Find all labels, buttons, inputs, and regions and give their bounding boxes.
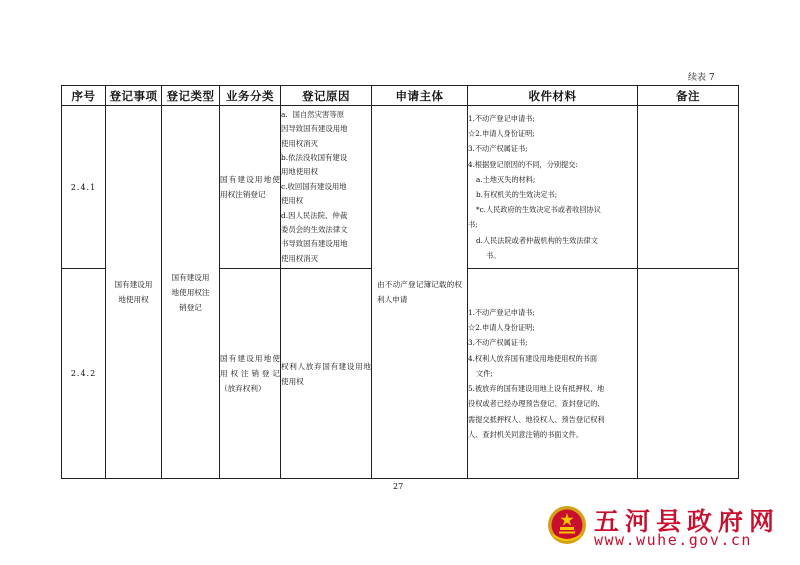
item-cell: 国有建设用地使用权 [106,106,162,479]
material-line: 人、查封机关同意注销的书面文件。 [468,429,584,439]
remarks-cell [638,269,739,479]
category-cell: 国有建设用地使用权注销登记（放弃权利） [220,269,281,479]
seq-cell: 2.4.2 [62,269,106,479]
national-emblem-icon [547,505,587,545]
material-line: 4.根据登记原因的不同，分别提交: [468,159,578,169]
material-line: *c.人民政府的生效决定书或者收回协议 [476,205,601,215]
material-line: 5.被放弃的国有建设用地上设有抵押权、地 [468,384,605,394]
cause-line: 使用权消灭 [281,138,318,148]
material-line: ☆2.申请人身份证明; [468,323,535,333]
header-type: 登记类型 [162,86,220,106]
cause-cell [281,106,372,269]
header-item: 登记事项 [106,86,162,106]
material-line: 3.不动产权属证书; [468,144,528,154]
remarks-cell [638,106,739,269]
category-cell: 国有建设用地使用权注销登记 [220,106,281,269]
material-line: a.土地灭失的材料; [476,174,536,184]
table-row [62,106,739,269]
cause-line: d.因人民法院、仲裁 [281,210,348,220]
site-name: 五河县政府网 [594,507,781,536]
material-line: 1.不动产登记申请书; [468,308,535,318]
material-line: d.人民法院或者仲裁机构的生效法律文 [476,235,598,245]
header-materials: 收件材料 [468,86,638,106]
material-line: 3.不动产权属证书; [468,338,528,348]
material-line: 文件; [476,368,493,378]
header-category: 业务分类 [220,86,281,106]
page-number: 27 [393,482,404,491]
header-seq: 序号 [62,86,106,106]
header-cause: 登记原因 [281,86,372,106]
material-line: 4.权利人放弃国有建设用地使用权的书面 [468,353,598,363]
cause-line: 书导致国有建设用地 [281,239,348,249]
cause-line: a. 国自然灾害等原 [281,109,345,119]
cause-line: 委员会的生效法律文 [281,225,348,235]
applicant-cell: 由不动产登记簿记载的权利人申请 [372,106,468,479]
seq-cell: 2.4.1 [62,106,106,269]
materials-cell [468,106,638,269]
material-line: b.有权机关的生效决定书; [476,190,558,199]
material-line: 需提交抵押权人、地役权人、预告登记权利 [468,414,605,424]
header-remarks: 备注 [638,86,739,106]
material-line: 役权或者已经办理预告登记、查封登记的, [468,399,600,409]
header-row [62,86,739,106]
type-cell: 国有建设用地使用权注销登记 [162,106,220,479]
site-url: www.wuhe.gov.cn [594,531,752,549]
material-line: ☆2.申请人身份证明; [468,129,535,139]
cause-line: 因导致国有建设用地 [281,124,348,134]
material-line: 书。 [486,250,501,260]
cause-line: 使用权 [281,196,304,206]
cause-line: 使用权消灭 [281,253,318,263]
cause-line: b.依法没收国有建设 [281,152,348,162]
material-line: 书; [468,220,478,230]
cause-line: 用地使用权 [281,167,318,177]
materials-cell [468,269,638,479]
cause-cell: 权利人放弃国有建设用地使用权 [281,269,372,479]
registration-table [61,85,739,479]
cause-line: c.收回国有建设用地 [281,181,347,191]
material-line: 1.不动产登记申请书; [468,113,535,123]
header-applicant: 申请主体 [372,86,468,106]
continued-table-label: 续表 7 [688,73,715,83]
